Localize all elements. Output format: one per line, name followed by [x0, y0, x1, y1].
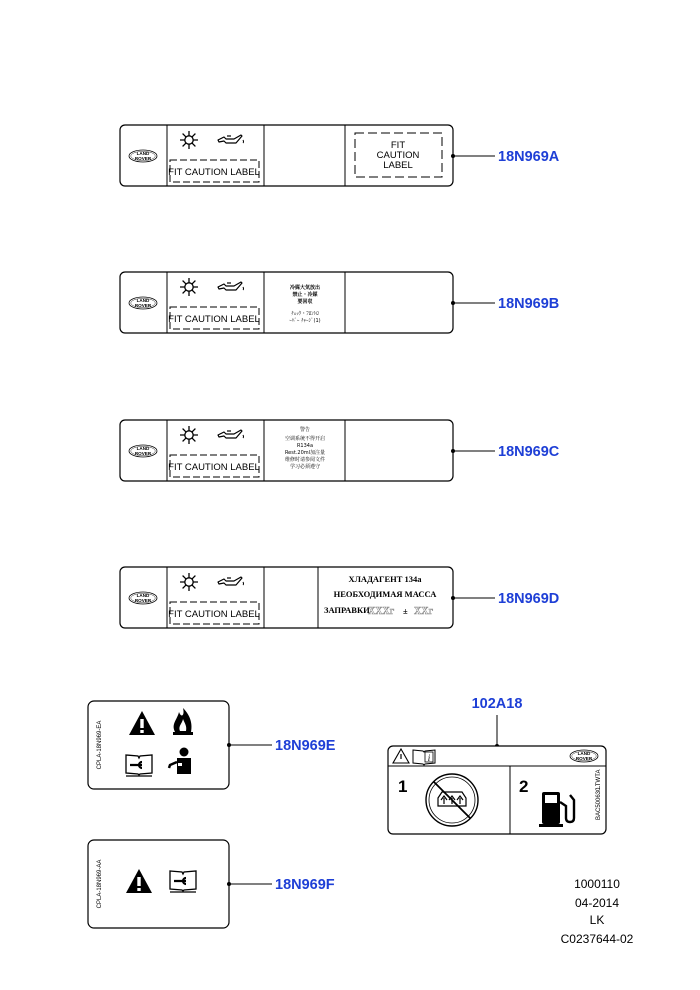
side-code-102a18-b: LTWTA	[596, 769, 602, 789]
svg-text:Rest.20ml加注量: Rest.20ml加注量	[284, 450, 326, 456]
callout-18n969e: 18N969E	[275, 738, 336, 754]
reference-block	[561, 877, 634, 946]
reference-drawing: C0237644-02	[560, 932, 634, 946]
svg-text:±: ±	[403, 606, 408, 616]
fit-right-line2: CAUTION	[376, 150, 420, 161]
svg-text:LAND: LAND	[577, 751, 591, 756]
manual-wrench-icon	[126, 755, 152, 776]
svg-text:LAND: LAND	[136, 446, 150, 451]
svg-text:ROVER: ROVER	[575, 756, 593, 761]
logo-line1: LAND	[136, 151, 150, 156]
svg-text:НЕОБХОДИМАЯ МАССА: НЕОБХОДИМАЯ МАССА	[333, 589, 437, 599]
reference-author: LK	[589, 913, 605, 927]
svg-text:LAND: LAND	[136, 298, 150, 303]
svg-text:FIT CAUTION LABEL: FIT CAUTION LABEL	[168, 609, 260, 620]
svg-text:学习必须遵守: 学习必须遵守	[289, 464, 321, 470]
svg-text:警告: 警告	[299, 427, 311, 433]
svg-text:空调系统不得开启: 空调系统不得开启	[284, 436, 326, 442]
svg-text:ﾁｪｯｸ・ﾌﾛﾝﾄﾛ: ﾁｪｯｸ・ﾌﾛﾝﾄﾛ	[291, 311, 319, 317]
label-18n969c	[120, 420, 560, 481]
callout-18n969a: 18N969A	[498, 149, 560, 165]
svg-text:ROVER: ROVER	[134, 303, 152, 308]
svg-text:ХЛАДАГЕНТ 134а: ХЛАДАГЕНТ 134а	[348, 574, 422, 584]
svg-text:XXг: XXг	[414, 606, 433, 617]
svg-text:ЗАПРАВКИ: ЗАПРАВКИ	[324, 605, 370, 615]
ac-icon	[180, 278, 198, 296]
step-number-2: 2	[519, 777, 529, 796]
side-code-e: CPLA-18N969-EA	[97, 720, 103, 770]
side-code-102a18-a: BAC500630	[596, 787, 602, 820]
label-18n969f	[88, 840, 335, 928]
svg-text:要回収: 要回収	[297, 299, 313, 305]
callout-18n969d: 18N969D	[498, 591, 560, 607]
fit-right-line1: FIT	[390, 140, 406, 151]
callout-18n969f: 18N969F	[275, 877, 335, 893]
logo-line2: ROVER	[134, 156, 152, 161]
no-engine-running-icon	[426, 774, 478, 826]
svg-text:ｰﾊﾞｰ ﾁｬｰｼﾞ(1): ｰﾊﾞｰ ﾁｬｰｼﾞ(1)	[289, 318, 321, 324]
svg-text:R134a: R134a	[296, 443, 314, 449]
svg-text:FIT CAUTION LABEL: FIT CAUTION LABEL	[168, 314, 260, 325]
label-18n969e	[88, 701, 336, 789]
label-18n969a	[120, 125, 560, 186]
svg-text:冷媒大気放出: 冷媒大気放出	[289, 285, 321, 291]
label-18n969d	[120, 567, 559, 628]
callout-18n969c: 18N969C	[498, 444, 560, 460]
ac-icon	[180, 131, 198, 149]
svg-text:ROVER: ROVER	[134, 451, 152, 456]
reference-date: 04-2014	[574, 896, 620, 910]
svg-text:FIT CAUTION LABEL: FIT CAUTION LABEL	[168, 462, 260, 473]
label-102a18	[388, 696, 606, 834]
ac-icon	[180, 426, 198, 444]
manual-info-icon	[413, 750, 435, 765]
manual-wrench-icon	[170, 871, 196, 892]
svg-text:禁止・冷媒: 禁止・冷媒	[292, 292, 318, 298]
svg-text:i: i	[427, 753, 431, 763]
reference-code: 1000110	[574, 877, 620, 891]
callout-102a18: 102A18	[471, 696, 523, 712]
svg-text:ROVER: ROVER	[134, 598, 152, 603]
svg-text:维修时请参阅文件: 维修时请参阅文件	[284, 457, 326, 463]
ac-icon	[180, 573, 198, 591]
fit-caution-box-text: FIT CAUTION LABEL	[168, 167, 260, 178]
side-code-f: CPLA-18N969-AA	[97, 859, 103, 909]
callout-18n969b: 18N969B	[498, 296, 560, 312]
step-number-1: 1	[398, 777, 408, 796]
svg-text:XXXг: XXXг	[368, 606, 395, 617]
svg-text:LAND: LAND	[136, 593, 150, 598]
label-18n969b	[120, 272, 559, 333]
fit-right-line3: LABEL	[383, 160, 413, 171]
